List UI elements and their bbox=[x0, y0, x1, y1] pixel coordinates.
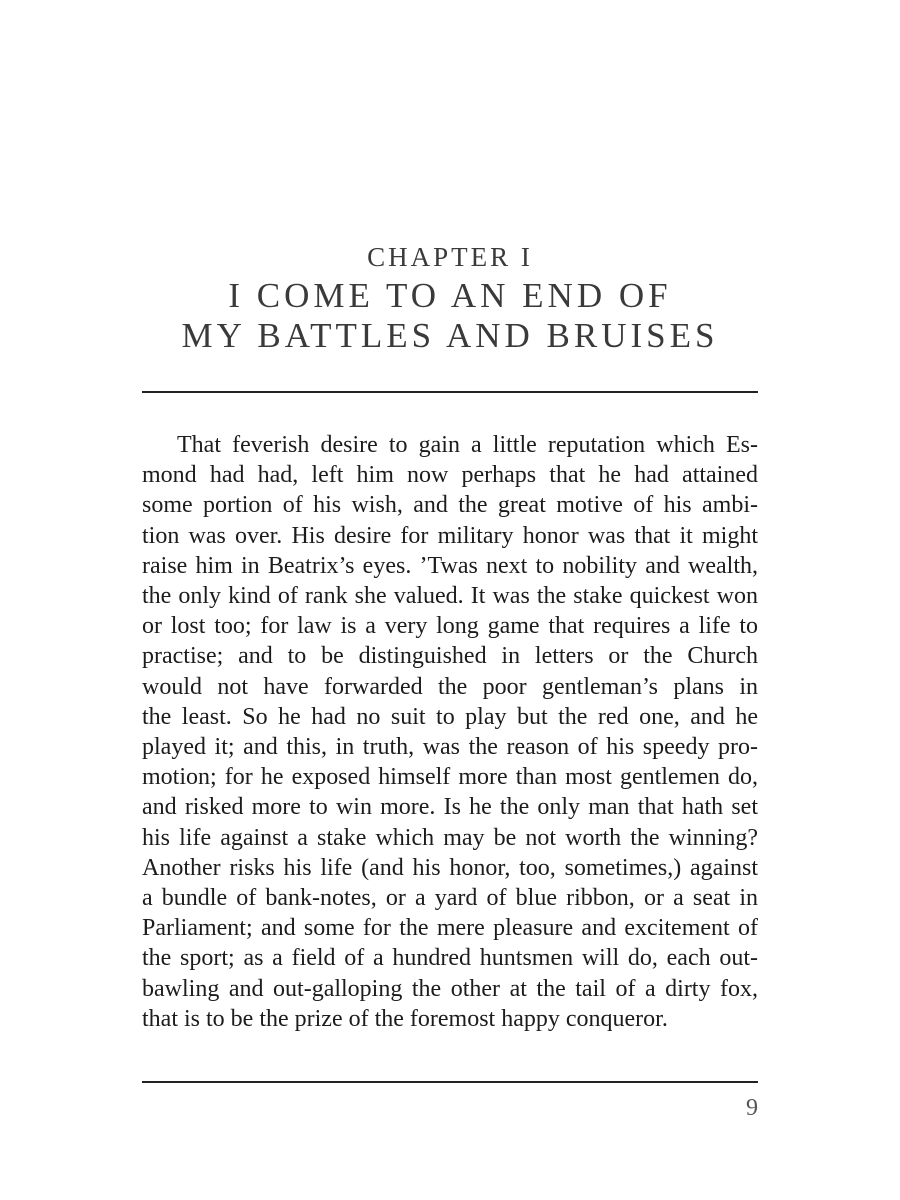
page-number: 9 bbox=[746, 1095, 758, 1121]
body-line: tion was over. His desire for military honor was that it might bbox=[142, 522, 758, 549]
chapter-header bbox=[0, 240, 900, 354]
body-line: Another risks his life (and his honor, too, sometimes,) against bbox=[142, 854, 758, 881]
body-line: motion; for he exposed himself more than most gentlemen do, bbox=[142, 764, 758, 791]
body-line: Parliament; and some for the mere pleasure and excitement of bbox=[142, 915, 758, 942]
body-line: mond had had, left him now perhaps that he had attained bbox=[142, 462, 758, 489]
body-line: the least. So he had no suit to play but the red one, and he bbox=[142, 703, 758, 730]
body-line: bawling and out-galloping the other at the tail of a dirty fox, bbox=[142, 975, 758, 1002]
body-line: practise; and to be distinguished in letters or the Church bbox=[142, 643, 758, 670]
body-line: some portion of his wish, and the great motive of his ambi- bbox=[142, 492, 758, 519]
body-line: a bundle of bank-notes, or a yard of blue ribbon, or a seat in bbox=[142, 885, 758, 912]
body-line: the only kind of rank she valued. It was the stake quickest won bbox=[142, 583, 758, 610]
footer-divider bbox=[142, 1081, 758, 1083]
body-line: that is to be the prize of the foremost happy conqueror. bbox=[142, 1005, 668, 1032]
body-line: his life against a stake which may be not worth the winning? bbox=[142, 824, 758, 851]
body-line: and risked more to win more. Is he the only man that hath set bbox=[142, 794, 758, 821]
header-divider bbox=[142, 391, 758, 393]
body-line: That feverish desire to gain a little reputation which Es- bbox=[177, 432, 758, 458]
chapter-label: CHAPTER I bbox=[367, 242, 533, 272]
body-line: or lost too; for law is a very long game that requires a life to bbox=[142, 613, 758, 640]
body-line: played it; and this, in truth, was the reason of his speedy pro- bbox=[142, 734, 758, 761]
body-line: raise him in Beatrix’s eyes. ’Twas next to nobility and wealth, bbox=[142, 552, 758, 579]
chapter-title-line-2: MY BATTLES AND BRUISES bbox=[181, 316, 719, 355]
body-line: would not have forwarded the poor gentleman’s plans in bbox=[142, 673, 758, 700]
body-line: the sport; as a field of a hundred huntsmen will do, each out- bbox=[142, 945, 758, 972]
body-paragraph bbox=[142, 430, 758, 1034]
chapter-title-line-1: I COME TO AN END OF bbox=[228, 276, 672, 315]
